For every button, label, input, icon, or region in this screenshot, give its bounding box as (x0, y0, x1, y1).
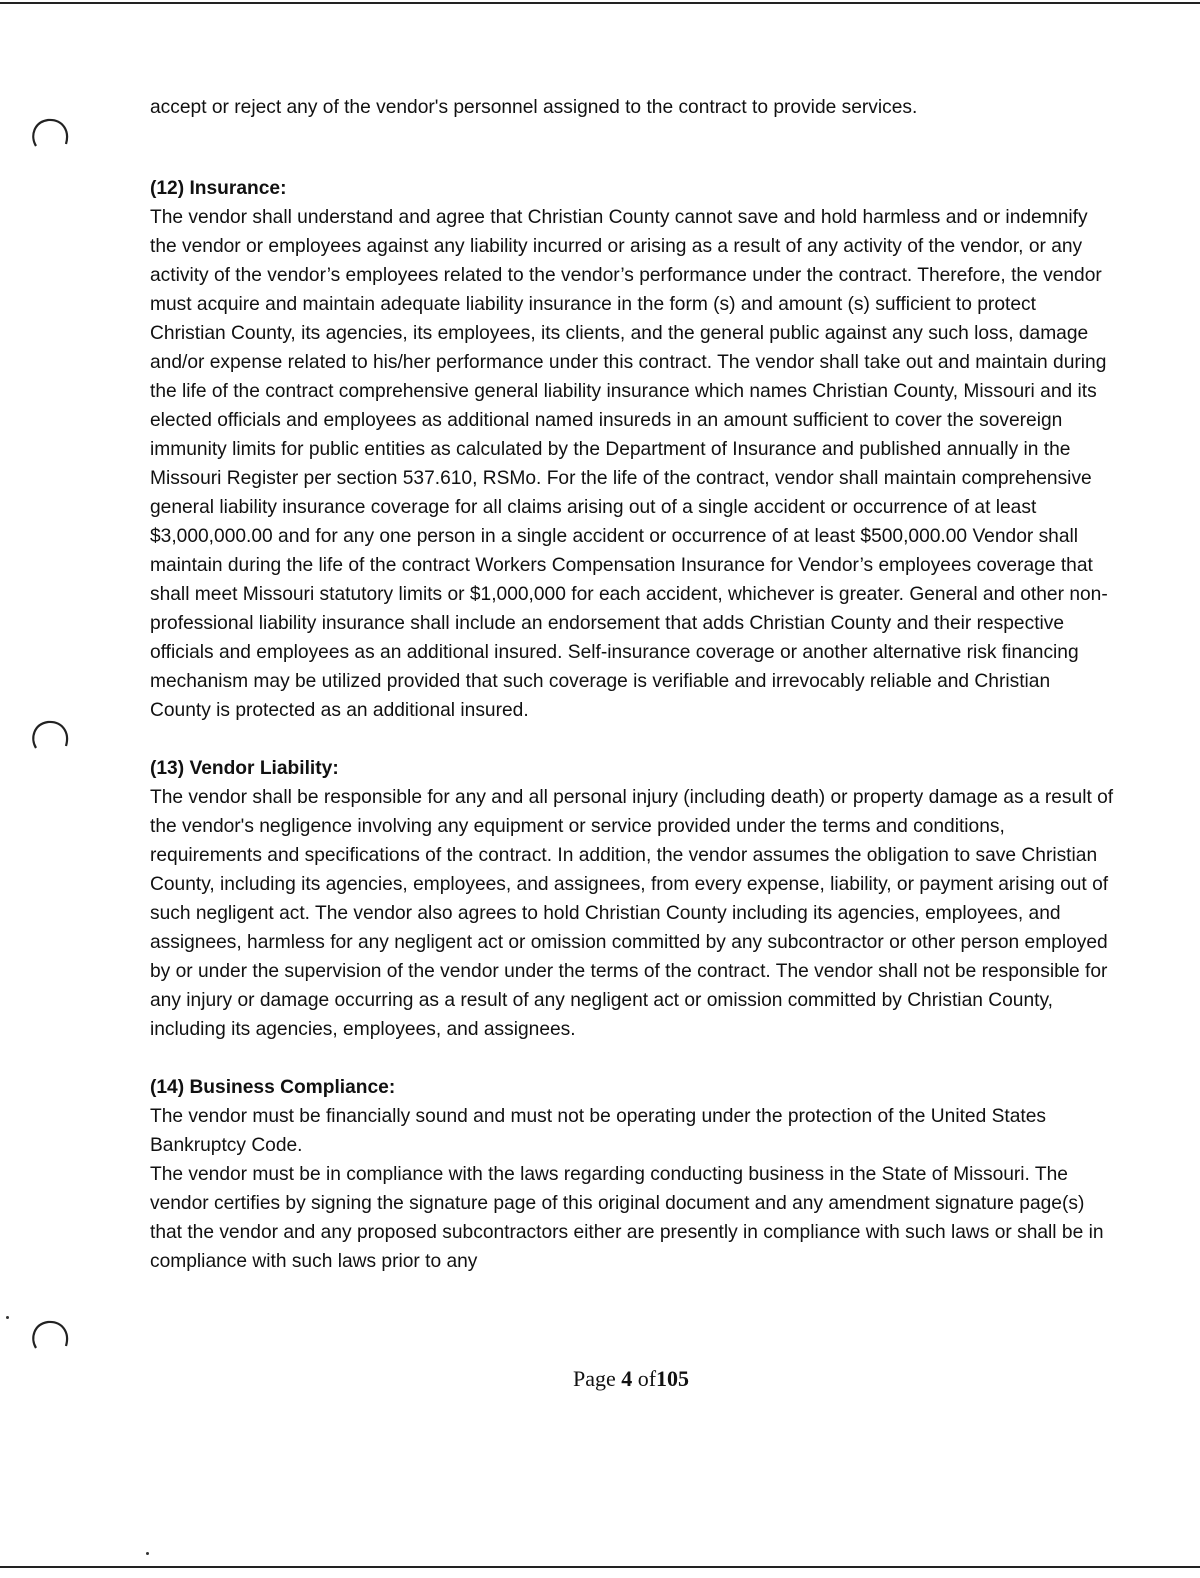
page-total: 105 (656, 1366, 690, 1391)
section-heading: (13) Vendor Liability: (150, 758, 339, 779)
section-heading: (14) Business Compliance: (150, 1077, 396, 1098)
page-number (0, 1366, 1200, 1392)
scan-speck (6, 1316, 9, 1319)
section-paragraph: The vendor must be in compliance with the laws regarding conducting business in the State of Missouri. The vendor certifies by signing the signature page of this original document and any amendment signature page(s) that the vendor and any proposed subcontractors either are presently in compliance with such laws or shall be in compliance with such laws prior to any (150, 1164, 1104, 1272)
punch-hole-icon (28, 718, 72, 758)
intro-line: accept or reject any of the vendor's personnel assigned to the contract to provide services. (150, 97, 918, 118)
punch-hole-icon (28, 1318, 72, 1358)
section-paragraph: The vendor shall understand and agree that Christian County cannot save and hold harmless and or indemnify the vendor or employees against any liability incurred or arising as a result of any activity of the vendor, or any activity of the vendor’s employees related to the vendor’s performance under the contract. Therefore, the vendor must acquire and maintain adequate liability insurance in the form (s) and amount (s) sufficient to protect Christian County, its agencies, its employees, its clients, and the general public against any such loss, damage and/or expense related to his/her performance under this contract. The vendor shall take out and maintain during the life of the contract comprehensive general liability insurance which names Christian County, Missouri and its elected officials and employees as additional named insureds in an amount sufficient to cover the sovereign immunity limits for public entities as calculated by the Department of Insurance and published annually in the Missouri Register per section 537.610, RSMo. For the life of the contract, vendor shall maintain comprehensive general liability insurance coverage for all claims arising out of a single accident or occurrence of at least $3,000,000.00 and for any one person in a single accident or occurrence of at least $500,000.00 Vendor shall maintain during the life of the contract Workers Compensation Insurance for Vendor’s employees coverage that shall meet Missouri statutory limits or $1,000,000 for each accident, whichever is greater. General and other non-professional liability insurance shall include an endorsement that adds Christian County and their respective officials and employees as an additional insured. Self-insurance coverage or another alternative risk financing mechanism may be utilized provided that such coverage is verifiable and irrevocably reliable and Christian County is protected as an additional insured. (150, 207, 1108, 721)
document-body (150, 93, 1115, 1276)
section-paragraph: The vendor shall be responsible for any and all personal injury (including death) or property damage as a result of the vendor's negligence involving any equipment or service provided under the terms and conditions, requirements and specifications of the contract. In addition, the vendor assumes the obligation to save Christian County, including its agencies, employees, and assignees, from every expense, liability, or payment arising out of such negligent act. The vendor also agrees to hold Christian County including its agencies, employees, and assignees, harmless for any negligent act or omission committed by any subcontractor or other person employed by or under the supervision of the vendor under the terms of the contract. The vendor shall not be responsible for any injury or damage occurring as a result of any negligent act or omission committed by Christian County, including its agencies, employees, and assignees. (150, 787, 1114, 1040)
section-business-compliance (150, 1073, 1115, 1276)
top-border-line (0, 2, 1200, 4)
page-current: 4 (621, 1366, 633, 1391)
section-paragraph: The vendor must be financially sound and must not be operating under the protection of the United States Bankruptcy Code. (150, 1106, 1046, 1156)
punch-hole-icon (28, 116, 72, 156)
section-insurance (150, 174, 1115, 725)
section-heading: (12) Insurance: (150, 178, 287, 199)
section-vendor-liability (150, 754, 1115, 1044)
page-separator: of (637, 1366, 657, 1391)
bottom-border-line (0, 1566, 1200, 1568)
scan-speck (146, 1552, 149, 1555)
page-label: Page (572, 1366, 616, 1391)
